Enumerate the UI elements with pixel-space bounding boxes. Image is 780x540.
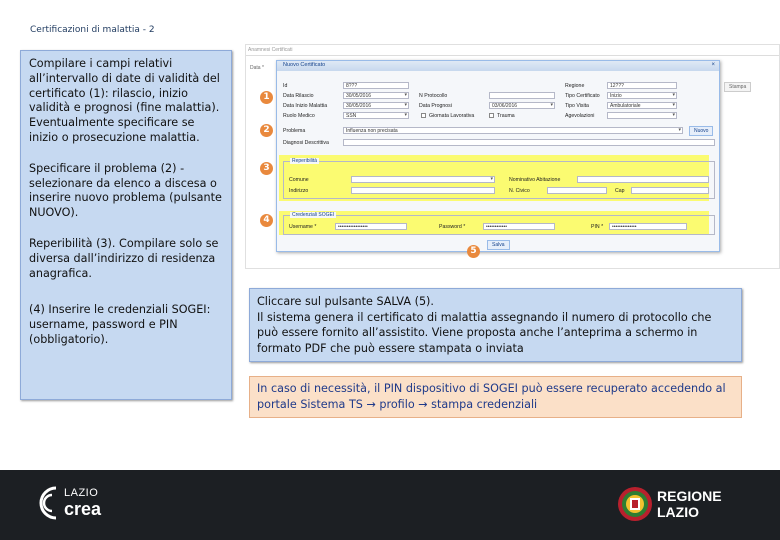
agevolazioni-select[interactable] (607, 112, 677, 119)
stampa-button[interactable]: Stampa (724, 82, 751, 92)
regione-field[interactable]: 12??? (607, 82, 677, 89)
password-label: Password * (439, 224, 466, 230)
background-tabs[interactable]: Anamnesi Certificati (248, 47, 293, 53)
marker-2: 2 (260, 124, 273, 137)
instruction-credentials: (4) Inserire le credenziali SOGEI: username, password e PIN (obbligatorio). (29, 303, 211, 346)
divider (246, 55, 780, 56)
lazio-crea-logo (34, 484, 104, 524)
salva-callout (249, 288, 742, 362)
tipo-visita-label: Tipo Visita (565, 103, 589, 109)
reperibilita-legend: Reperibilità (292, 158, 318, 164)
civico-label: N. Civico (509, 188, 530, 194)
marker-1: 1 (260, 91, 273, 104)
pin-label: PIN * (591, 224, 604, 230)
cap-field[interactable] (631, 187, 709, 194)
regione-label: Regione (565, 83, 585, 89)
salva-button[interactable]: Salva (487, 240, 510, 250)
data-inizio-label: Data Inizio Malattia (283, 103, 328, 109)
slide-title: Certificazioni di malattia - 2 (30, 25, 155, 35)
close-icon[interactable]: × (711, 62, 715, 68)
diagnosi-label: Diagnosi Descrittiva (283, 140, 329, 146)
tipo-certificato-select[interactable]: Inizio ▾ (607, 92, 677, 99)
problema-label: Problema (283, 128, 306, 134)
dialog-title: Nuovo Certificato (283, 62, 326, 68)
n-protocollo-field[interactable] (489, 92, 555, 99)
diagnosi-field[interactable] (343, 139, 715, 146)
salva-callout-line2: Il sistema genera il certificato di malattia assegnando il numero di protocollo che può essere fornito all’assistito. Viene proposta anche l’anteprima a schermo in formato PDF che può essere stampata o inviata (257, 310, 712, 355)
n-protocollo-label: N Protocollo (419, 93, 448, 99)
ruolo-medico-select[interactable]: SSN ▾ (343, 112, 409, 119)
nominativo-field[interactable] (577, 176, 709, 183)
agevolazioni-label: Agevolazioni (565, 113, 595, 119)
instructions-panel (20, 50, 232, 400)
regione-lazio-emblem-icon (617, 485, 653, 523)
marker-3: 3 (260, 162, 273, 175)
app-screenshot (245, 44, 780, 269)
marker-4: 4 (260, 214, 273, 227)
credenziali-legend: Credenziali SOGEI (292, 212, 335, 218)
trauma-label: Trauma (497, 113, 515, 119)
instruction-problem: Specificare il problema (2) - selezionare da elenco a discesa o inserire nuovo problema (pulsante NUOVO). (29, 161, 222, 220)
data-rilascio-field[interactable]: 30/05/2016 ▾ (343, 92, 409, 99)
dialog-header (277, 61, 719, 71)
indirizzo-field[interactable] (351, 187, 495, 194)
data-rilascio-label: Data Rilascio (283, 93, 314, 99)
username-field[interactable]: ••••••••••••••••• (335, 223, 407, 230)
giornata-lavorativa-label: Giornata Lavorativa (429, 113, 475, 119)
id-field[interactable]: 8??? (343, 82, 409, 89)
background-label: Data * (250, 65, 264, 71)
comune-label: Comune (289, 177, 309, 183)
password-field[interactable]: •••••••••••• (483, 223, 555, 230)
tipo-visita-select[interactable]: Ambulatoriale ▾ (607, 102, 677, 109)
ruolo-medico-label: Ruolo Medico (283, 113, 315, 119)
marker-5: 5 (467, 245, 480, 258)
lazio-crea-logo-top: LAZIO (64, 487, 99, 499)
instruction-reperibilita: Reperibilità (3). Compilare solo se diversa dall’indirizzo di residenza anagrafica. (29, 236, 219, 280)
trauma-checkbox[interactable] (489, 113, 494, 118)
instruction-dates: Compilare i campi relativi all’intervallo di date di validità del certificato (1): rilascio, inizio validità e prognosi (fine malattia). Eventualmente specificare se inizio o prosecuzione malattia. (29, 57, 220, 144)
civico-field[interactable] (547, 187, 607, 194)
lazio-crea-mark-icon (34, 484, 64, 522)
nominativo-label: Nominativo Abitazione (509, 177, 561, 183)
cap-label: Cap (615, 188, 625, 194)
pin-note: In caso di necessità, il PIN dispositivo di SOGEI può essere recuperato accedendo al portale Sistema TS → profilo → stampa credenziali (249, 376, 742, 418)
comune-select[interactable] (351, 176, 495, 183)
salva-callout-line1: Cliccare sul pulsante SALVA (5). (257, 295, 434, 308)
nuovo-certificato-dialog (276, 60, 720, 252)
data-prognosi-label: Data Prognosi (419, 103, 452, 109)
data-inizio-field[interactable]: 30/05/2016 ▾ (343, 102, 409, 109)
nuovo-problema-button[interactable]: Nuovo (689, 126, 713, 136)
regione-lazio-logo-top: REGIONE (657, 488, 722, 504)
problema-select[interactable]: Influenza non precisata ▾ (343, 127, 683, 134)
lazio-crea-logo-bottom: crea (64, 499, 102, 519)
giornata-lavorativa-checkbox[interactable] (421, 113, 426, 118)
id-label: Id (283, 83, 288, 89)
username-label: Username * (289, 224, 317, 230)
indirizzo-label: Indirizzo (289, 188, 309, 194)
pin-field[interactable]: •••••••••••••• (609, 223, 687, 230)
regione-lazio-logo-bottom: LAZIO (657, 504, 699, 520)
data-prognosi-field[interactable]: 03/06/2016 ▾ (489, 102, 555, 109)
tipo-certificato-label: Tipo Certificato (565, 93, 600, 99)
